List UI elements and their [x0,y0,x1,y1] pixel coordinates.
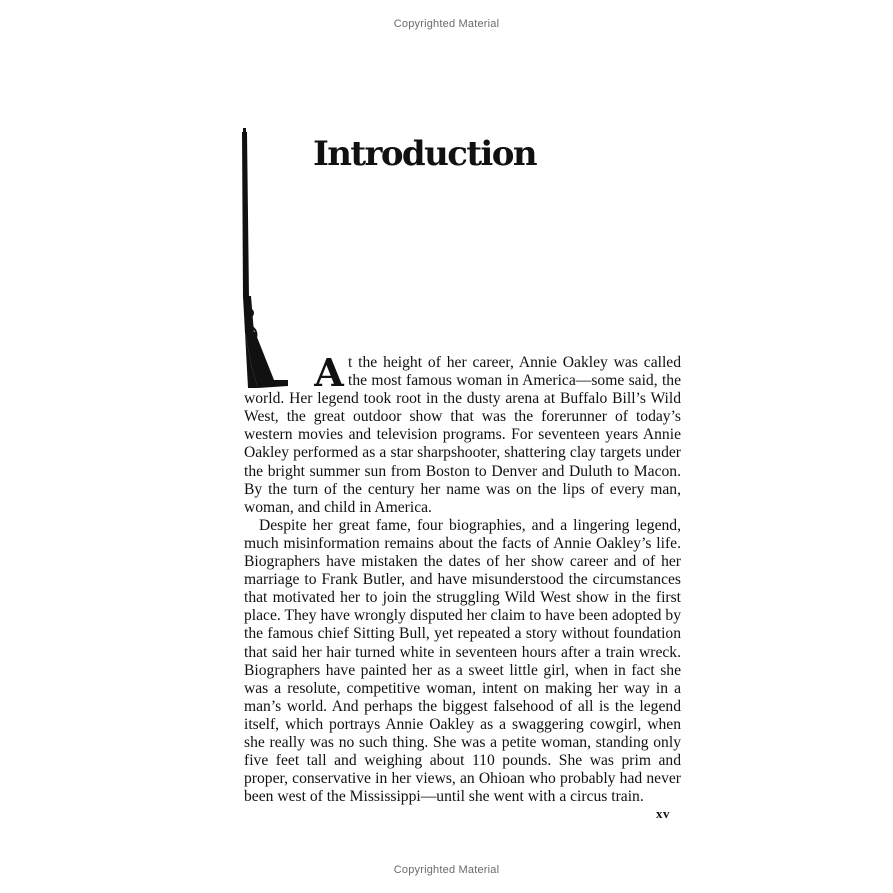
rifle-icon [234,128,292,390]
chapter-title: Introduction [313,134,536,174]
paragraph-1-text: t the height of her career, Annie Oakley was called the most famous woman in America—some said, the world. Her legend took root in the dusty arena at Buffalo Bill’s Wild West, the great outdoor show that was the forerunner of today’s western movies and television programs. For seventeen years Annie Oakley performed as a star sharpshooter, shattering clay targets under the bright summer sun from Boston to Denver and Duluth to Macon. By the turn of the century her name was on the lips of every man, woman, and child in America. [244,354,681,516]
paragraph-1 [244,350,681,517]
copyright-notice-bottom: Copyrighted Material [393,864,500,876]
copyright-notice-top: Copyrighted Material [393,18,500,30]
dropcap-letter [314,350,344,395]
svg-text:A: A [314,350,344,395]
paragraph-2: Despite her great fame, four biographies, and a lingering legend, much misinformation remains about the facts of Annie Oakley’s life. Biographers have mistaken the dates of her show career and of her marriage to Frank Butler, and have misunderstood the circumstances that motivated her to join the struggling Wild West show in the first place. They have wrongly disputed her claim to have been adopted by the famous chief Sitting Bull, yet repeated a story without foundation that said her hair turned white in seventeen hours after a train wreck. Biographers have painted her as a sweet little girl, when in fact she was a resolute, competitive woman, intent on making her way in a man’s world. And perhaps the biggest falsehood of all is the legend itself, which portrays Annie Oakley as a swaggering cowgirl, when she really was no such thing. She was a petite woman, standing only five feet tall and weighing about 110 pounds. She was prim and proper, conservative in her views, an Ohioan who probably had never been west of the Mississippi—until she went with a circus train. [244,516,681,806]
chapter-body [244,350,681,806]
page-number: xv [656,806,670,821]
